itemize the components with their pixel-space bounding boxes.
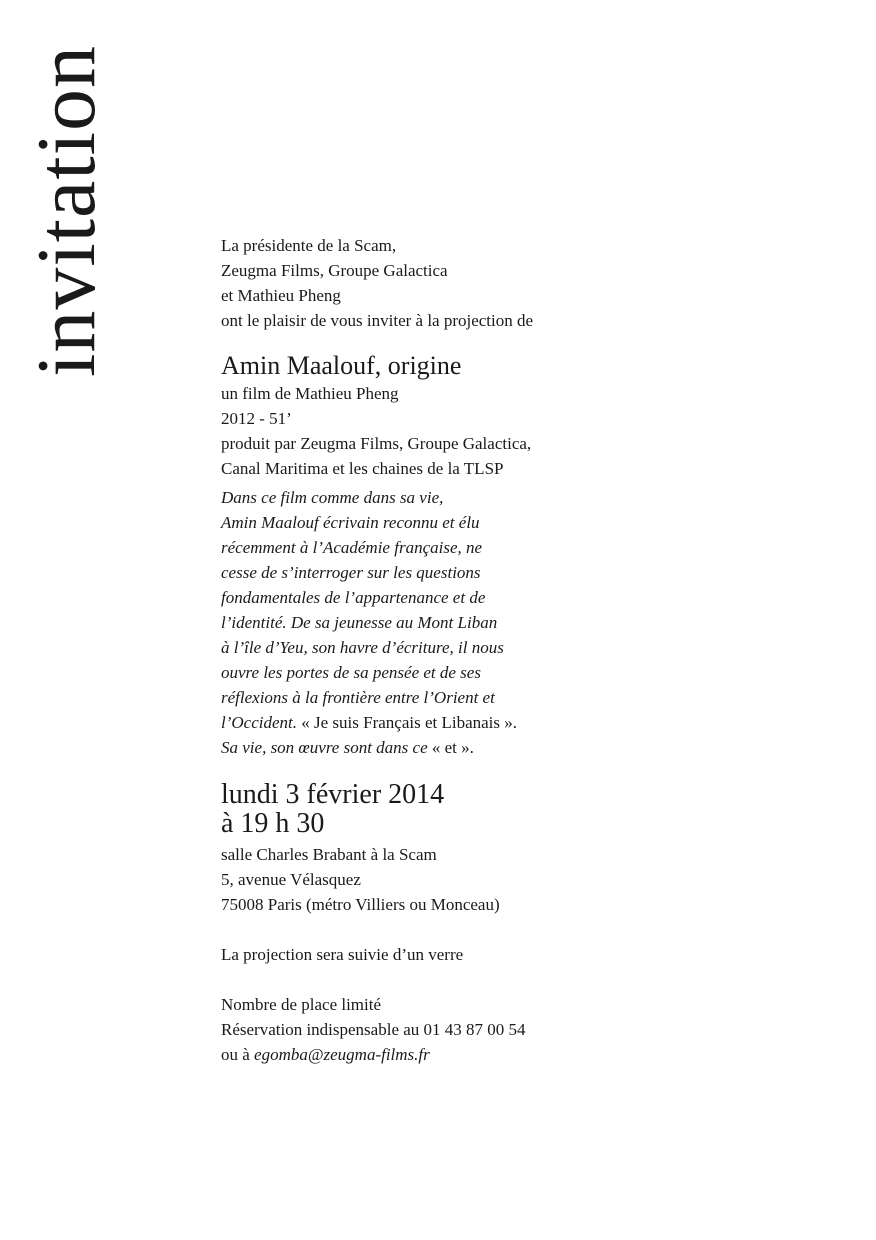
film-title: Amin Maalouf, origine [221,351,462,380]
film-year-duration: 2012 - 51’ [221,409,292,428]
synopsis-line: l’identité. De sa jeunesse au Mont Liban [221,613,498,632]
limited-places: Nombre de place limité [221,995,382,1014]
synopsis-line: fondamentales de l’appartenance et de [221,588,486,607]
venue-line: 5, avenue Vélasquez [221,870,361,889]
venue-line: salle Charles Brabant à la Scam [221,845,437,864]
intro-line: ont le plaisir de vous inviter à la projection de [221,311,534,330]
synopsis-line: ouvre les portes de sa pensée et de ses [221,663,481,682]
side-title [22,36,112,386]
synopsis-line: à l’île d’Yeu, son havre d’écriture, il nous [221,638,504,657]
venue-block [221,842,821,917]
intro-block [221,233,821,333]
drink-line: La projection sera suivie d’un verre [221,945,464,964]
side-title-text: invitation [20,45,114,377]
drink-note [221,942,821,967]
synopsis-line: Sa vie, son œuvre sont dans ce « et ». [221,738,474,757]
reservation-phone: Réservation indispensable au 01 43 87 00 54 [221,1020,526,1039]
event-date-time [221,780,821,838]
reservation-email: egomba@zeugma-films.fr [254,1045,430,1064]
intro-line: et Mathieu Pheng [221,286,341,305]
film-info [221,351,821,481]
film-producer: Canal Maritima et les chaines de la TLSP [221,459,504,478]
reservation-block [221,992,821,1067]
synopsis-line: Dans ce film comme dans sa vie, [221,488,444,507]
synopsis-line: Amin Maalouf écrivain reconnu et élu [221,513,480,532]
venue-line: 75008 Paris (métro Villiers ou Monceau) [221,895,500,914]
synopsis-line: récemment à l’Académie française, ne [221,538,483,557]
intro-line: Zeugma Films, Groupe Galactica [221,261,448,280]
event-time: à 19 h 30 [221,808,325,839]
intro-line: La présidente de la Scam, [221,236,397,255]
film-producer: produit par Zeugma Films, Groupe Galactica, [221,434,532,453]
synopsis-line: l’Occident. « Je suis Français et Libanais ». [221,713,518,732]
synopsis-line: réflexions à la frontière entre l’Orient et [221,688,495,707]
synopsis [221,485,821,760]
film-director: un film de Mathieu Pheng [221,384,399,403]
invitation-body [221,233,821,1067]
event-date: lundi 3 février 2014 [221,779,445,810]
synopsis-line: cesse de s’interroger sur les questions [221,563,481,582]
reservation-email-line: ou à egomba@zeugma-films.fr [221,1045,430,1064]
